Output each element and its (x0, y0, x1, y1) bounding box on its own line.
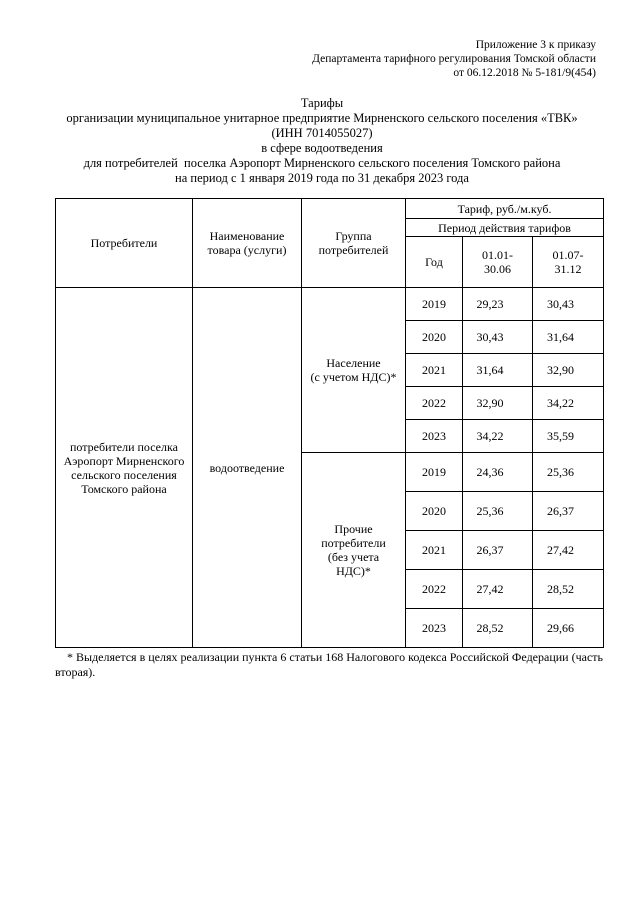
tariff-h1-cell: 31,64 (463, 354, 533, 387)
tariff-h2-cell: 27,42 (533, 531, 604, 570)
tariff-h2-cell: 32,90 (533, 354, 604, 387)
appendix-line-1: Приложение 3 к приказу (475, 39, 596, 51)
year-cell: 2022 (406, 387, 463, 420)
tariff-h1-cell: 28,52 (463, 609, 533, 648)
heading-period: на период с 1 января 2019 года по 31 декабря 2023 года (175, 171, 469, 185)
tariff-h2-cell: 25,36 (533, 453, 604, 492)
footnote: * Выделяется в целях реализации пункта 6 статьи 168 Налогового кодекса Российской Федерации (часть вторая). (55, 650, 604, 679)
year-cell: 2021 (406, 354, 463, 387)
header-validity: Период действия тарифов (406, 219, 604, 237)
tariff-h1-cell: 26,37 (463, 531, 533, 570)
tariff-h1-cell: 24,36 (463, 453, 533, 492)
tariff-table (55, 198, 604, 648)
group-name-cell: Прочие потребители (без учета НДС)* (302, 453, 406, 648)
document-heading (40, 96, 604, 186)
tariff-h2-cell: 34,22 (533, 387, 604, 420)
appendix-note (312, 38, 596, 80)
year-cell: 2020 (406, 321, 463, 354)
heading-title: Тарифы (300, 96, 344, 110)
heading-organization: организации муниципальное унитарное предприятие Мирненского сельского поселения «ТВК» (66, 111, 578, 125)
table-row (56, 288, 604, 321)
table-header-row (56, 199, 604, 219)
tariff-h1-cell: 27,42 (463, 570, 533, 609)
appendix-line-2: Департамента тарифного регулирования Томской области (312, 53, 596, 65)
service-name-cell: водоотведение (193, 288, 302, 648)
tariff-h2-cell: 28,52 (533, 570, 604, 609)
heading-consumers: для потребителей поселка Аэропорт Мирненского сельского поселения Томского района (83, 156, 561, 170)
header-half-2: 01.07- 31.12 (533, 237, 604, 288)
heading-inn: (ИНН 7014055027) (271, 126, 373, 140)
consumer-name-cell: потребители поселка Аэропорт Мирненского сельского поселения Томского района (56, 288, 193, 648)
tariff-h2-cell: 26,37 (533, 492, 604, 531)
tariff-table-body (56, 199, 604, 648)
tariff-h1-cell: 32,90 (463, 387, 533, 420)
header-consumers: Потребители (56, 199, 193, 288)
tariff-h2-cell: 30,43 (533, 288, 604, 321)
heading-sphere: в сфере водоотведения (261, 141, 383, 155)
header-tariff: Тариф, руб./м.куб. (406, 199, 604, 219)
year-cell: 2019 (406, 288, 463, 321)
tariff-h1-cell: 25,36 (463, 492, 533, 531)
header-half-1: 01.01- 30.06 (463, 237, 533, 288)
tariff-h1-cell: 30,43 (463, 321, 533, 354)
appendix-line-3: от 06.12.2018 № 5-181/9(454) (453, 67, 596, 79)
tariff-h2-cell: 35,59 (533, 420, 604, 453)
year-cell: 2023 (406, 609, 463, 648)
tariff-h1-cell: 34,22 (463, 420, 533, 453)
header-year: Год (406, 237, 463, 288)
year-cell: 2020 (406, 492, 463, 531)
tariff-h1-cell: 29,23 (463, 288, 533, 321)
tariff-h2-cell: 29,66 (533, 609, 604, 648)
year-cell: 2022 (406, 570, 463, 609)
year-cell: 2023 (406, 420, 463, 453)
year-cell: 2021 (406, 531, 463, 570)
header-group: Группа потребителей (302, 199, 406, 288)
group-name-cell: Население (с учетом НДС)* (302, 288, 406, 453)
tariff-h2-cell: 31,64 (533, 321, 604, 354)
year-cell: 2019 (406, 453, 463, 492)
header-service: Наименование товара (услуги) (193, 199, 302, 288)
